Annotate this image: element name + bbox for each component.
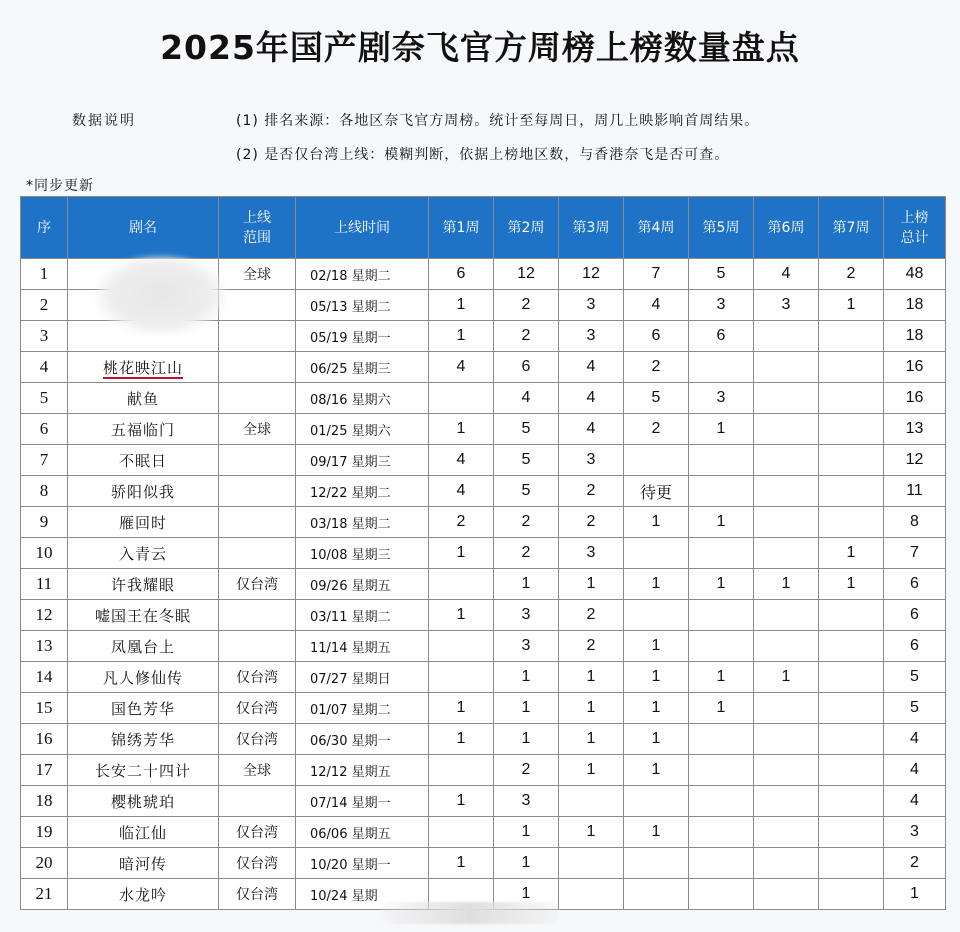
table-row — [21, 383, 946, 414]
title-cell: 桃花映江山 — [68, 352, 219, 383]
week-cell: 1 — [559, 755, 624, 786]
week-cell: 1 — [494, 848, 559, 879]
week-cell: 待更 — [624, 476, 689, 507]
scope-cell — [219, 786, 296, 817]
week-cell — [819, 724, 884, 755]
page-title: 2025年国产剧奈飞官方周榜上榜数量盘点 — [160, 28, 800, 67]
week-cell — [559, 848, 624, 879]
rank-cell: 18 — [21, 786, 68, 817]
week-cell: 3 — [689, 290, 754, 321]
date-cell: 06/25 星期三 — [296, 352, 429, 383]
week-cell — [429, 383, 494, 414]
week-cell — [754, 414, 819, 445]
rank-cell: 6 — [21, 414, 68, 445]
table-row — [21, 507, 946, 538]
title-cell: 凡人修仙传 — [68, 662, 219, 693]
scope-cell — [219, 476, 296, 507]
week-cell — [819, 693, 884, 724]
total-cell: 5 — [884, 662, 946, 693]
total-cell: 1 — [884, 879, 946, 910]
week-cell: 1 — [624, 569, 689, 600]
rank-cell: 17 — [21, 755, 68, 786]
week-cell — [689, 879, 754, 910]
scope-cell: 仅台湾 — [219, 724, 296, 755]
week-cell: 5 — [624, 383, 689, 414]
table-row — [21, 600, 946, 631]
total-cell: 11 — [884, 476, 946, 507]
week-cell — [689, 786, 754, 817]
scope-cell: 仅台湾 — [219, 569, 296, 600]
week-cell: 7 — [624, 259, 689, 290]
week-cell: 1 — [624, 507, 689, 538]
total-cell: 4 — [884, 786, 946, 817]
rank-cell: 4 — [21, 352, 68, 383]
week-cell — [819, 786, 884, 817]
scope-cell — [219, 507, 296, 538]
date-cell: 11/14 星期五 — [296, 631, 429, 662]
title-cell: 献鱼 — [68, 383, 219, 414]
scope-cell: 全球 — [219, 259, 296, 290]
week-cell: 4 — [624, 290, 689, 321]
total-cell: 18 — [884, 321, 946, 352]
table-row — [21, 445, 946, 476]
week-cell — [689, 848, 754, 879]
week-cell: 2 — [429, 507, 494, 538]
week-cell — [689, 755, 754, 786]
week-cell — [819, 352, 884, 383]
week-cell: 5 — [494, 445, 559, 476]
table-row — [21, 569, 946, 600]
week-cell — [429, 569, 494, 600]
week-cell — [429, 817, 494, 848]
scope-cell — [219, 352, 296, 383]
date-cell: 06/06 星期五 — [296, 817, 429, 848]
week-cell: 1 — [429, 321, 494, 352]
rank-cell: 15 — [21, 693, 68, 724]
week-cell: 1 — [494, 817, 559, 848]
title-cell: 雁回时 — [68, 507, 219, 538]
total-cell: 2 — [884, 848, 946, 879]
title-cell: 水龙吟 — [68, 879, 219, 910]
week-cell: 1 — [624, 755, 689, 786]
week-cell: 2 — [559, 507, 624, 538]
total-cell: 8 — [884, 507, 946, 538]
week-cell: 1 — [559, 724, 624, 755]
week-cell — [819, 600, 884, 631]
scope-cell — [219, 445, 296, 476]
scope-cell: 仅台湾 — [219, 662, 296, 693]
week-cell — [689, 445, 754, 476]
total-cell: 6 — [884, 569, 946, 600]
week-cell: 12 — [559, 259, 624, 290]
week-cell — [754, 786, 819, 817]
week-cell: 4 — [494, 383, 559, 414]
date-cell: 10/20 星期一 — [296, 848, 429, 879]
week-cell: 1 — [689, 662, 754, 693]
table-row — [21, 662, 946, 693]
week-cell — [624, 538, 689, 569]
scope-cell: 全球 — [219, 755, 296, 786]
table-row — [21, 848, 946, 879]
week-cell — [624, 879, 689, 910]
week-cell — [624, 786, 689, 817]
table-header — [21, 197, 946, 259]
week-cell: 2 — [494, 290, 559, 321]
scope-cell — [219, 290, 296, 321]
scope-cell: 全球 — [219, 414, 296, 445]
rank-cell: 1 — [21, 259, 68, 290]
week-cell — [624, 600, 689, 631]
scope-cell — [219, 631, 296, 662]
week-cell — [754, 507, 819, 538]
week-cell: 1 — [689, 414, 754, 445]
week-cell: 1 — [754, 569, 819, 600]
rank-cell: 2 — [21, 290, 68, 321]
rank-cell: 19 — [21, 817, 68, 848]
privacy-blur — [96, 255, 226, 335]
week-cell: 1 — [624, 817, 689, 848]
date-cell: 01/25 星期六 — [296, 414, 429, 445]
week-cell — [689, 352, 754, 383]
week-cell: 3 — [689, 383, 754, 414]
week-cell: 1 — [754, 662, 819, 693]
week-cell — [754, 848, 819, 879]
rank-cell: 16 — [21, 724, 68, 755]
week-cell: 1 — [429, 600, 494, 631]
date-cell: 02/18 星期二 — [296, 259, 429, 290]
week-cell — [429, 755, 494, 786]
week-cell — [689, 631, 754, 662]
week-cell: 1 — [429, 848, 494, 879]
week-cell: 1 — [819, 538, 884, 569]
week-cell: 1 — [494, 693, 559, 724]
total-cell: 6 — [884, 631, 946, 662]
rank-cell: 13 — [21, 631, 68, 662]
week-cell: 1 — [429, 414, 494, 445]
week-cell — [429, 662, 494, 693]
date-cell: 05/13 星期二 — [296, 290, 429, 321]
week-cell: 1 — [689, 507, 754, 538]
week-cell — [819, 414, 884, 445]
week-cell: 2 — [559, 631, 624, 662]
date-cell: 10/24 星期 — [296, 879, 429, 910]
week-cell: 1 — [689, 569, 754, 600]
week-cell — [819, 321, 884, 352]
week-cell — [819, 662, 884, 693]
watermark-blur — [380, 902, 560, 924]
table-row — [21, 817, 946, 848]
header-cell: 第4周 — [624, 197, 689, 259]
table-row — [21, 414, 946, 445]
week-cell: 1 — [559, 662, 624, 693]
week-cell — [819, 879, 884, 910]
week-cell: 1 — [624, 724, 689, 755]
rank-cell: 3 — [21, 321, 68, 352]
total-cell: 12 — [884, 445, 946, 476]
header-cell: 第1周 — [429, 197, 494, 259]
rank-cell: 9 — [21, 507, 68, 538]
table-row — [21, 786, 946, 817]
total-cell: 16 — [884, 352, 946, 383]
note-line-1: (1) 排名来源：各地区奈飞官方周榜。统计至每周日，周几上映影响首周结果。 — [236, 113, 760, 129]
week-cell: 5 — [494, 476, 559, 507]
scope-cell — [219, 600, 296, 631]
week-cell: 1 — [429, 290, 494, 321]
title-cell: 骄阳似我 — [68, 476, 219, 507]
week-cell: 2 — [494, 507, 559, 538]
total-cell: 7 — [884, 538, 946, 569]
week-cell: 2 — [559, 476, 624, 507]
week-cell: 4 — [429, 476, 494, 507]
title-cell: 长安二十四计 — [68, 755, 219, 786]
date-cell: 03/11 星期二 — [296, 600, 429, 631]
note-line-2: (2) 是否仅台湾上线：模糊判断，依据上榜地区数，与香港奈飞是否可查。 — [236, 147, 730, 163]
title-cell: 锦绣芳华 — [68, 724, 219, 755]
scope-cell — [219, 321, 296, 352]
week-cell: 4 — [429, 352, 494, 383]
week-cell: 6 — [429, 259, 494, 290]
week-cell — [819, 848, 884, 879]
week-cell: 1 — [429, 724, 494, 755]
sync-note: *同步更新 — [26, 178, 94, 194]
header-cell: 上榜 总计 — [884, 197, 946, 259]
week-cell: 1 — [624, 662, 689, 693]
week-cell — [624, 445, 689, 476]
title-cell: 嘘国王在冬眠 — [68, 600, 219, 631]
week-cell — [559, 879, 624, 910]
title-cell: 暗河传 — [68, 848, 219, 879]
rank-cell: 21 — [21, 879, 68, 910]
week-cell — [819, 445, 884, 476]
scope-cell: 仅台湾 — [219, 848, 296, 879]
rank-cell: 8 — [21, 476, 68, 507]
total-cell: 5 — [884, 693, 946, 724]
week-cell — [754, 724, 819, 755]
week-cell — [754, 817, 819, 848]
week-cell — [819, 507, 884, 538]
week-cell — [819, 755, 884, 786]
date-cell: 08/16 星期六 — [296, 383, 429, 414]
rank-cell: 12 — [21, 600, 68, 631]
date-cell: 07/27 星期日 — [296, 662, 429, 693]
date-cell: 12/22 星期二 — [296, 476, 429, 507]
week-cell — [819, 631, 884, 662]
week-cell — [754, 538, 819, 569]
table-row — [21, 476, 946, 507]
total-cell: 3 — [884, 817, 946, 848]
week-cell: 2 — [624, 414, 689, 445]
week-cell: 1 — [559, 693, 624, 724]
week-cell — [754, 600, 819, 631]
title-cell: 临江仙 — [68, 817, 219, 848]
week-cell — [689, 600, 754, 631]
week-cell — [559, 786, 624, 817]
week-cell: 2 — [494, 538, 559, 569]
week-cell: 3 — [559, 321, 624, 352]
week-cell: 1 — [819, 569, 884, 600]
table-row — [21, 693, 946, 724]
week-cell: 6 — [689, 321, 754, 352]
week-cell — [754, 755, 819, 786]
week-cell: 1 — [494, 724, 559, 755]
date-cell: 09/26 星期五 — [296, 569, 429, 600]
header-cell: 上线 范围 — [219, 197, 296, 259]
week-cell: 1 — [494, 569, 559, 600]
date-cell: 09/17 星期三 — [296, 445, 429, 476]
header-cell: 上线时间 — [296, 197, 429, 259]
week-cell: 1 — [624, 693, 689, 724]
week-cell: 4 — [754, 259, 819, 290]
scope-cell: 仅台湾 — [219, 817, 296, 848]
title-cell: 樱桃琥珀 — [68, 786, 219, 817]
header-row — [21, 197, 946, 259]
week-cell: 3 — [494, 631, 559, 662]
week-cell — [754, 383, 819, 414]
week-cell — [754, 321, 819, 352]
date-cell: 03/18 星期二 — [296, 507, 429, 538]
total-cell: 13 — [884, 414, 946, 445]
week-cell — [689, 538, 754, 569]
week-cell: 1 — [429, 693, 494, 724]
table-row — [21, 724, 946, 755]
total-cell: 4 — [884, 724, 946, 755]
table-row — [21, 352, 946, 383]
date-cell: 05/19 星期一 — [296, 321, 429, 352]
title-cell: 国色芳华 — [68, 693, 219, 724]
week-cell — [689, 817, 754, 848]
rank-cell: 10 — [21, 538, 68, 569]
week-cell: 5 — [494, 414, 559, 445]
week-cell: 6 — [624, 321, 689, 352]
week-cell — [689, 724, 754, 755]
title-cell: 不眠日 — [68, 445, 219, 476]
week-cell — [754, 879, 819, 910]
week-cell: 3 — [559, 445, 624, 476]
week-cell — [819, 817, 884, 848]
title-cell: 入青云 — [68, 538, 219, 569]
total-cell: 48 — [884, 259, 946, 290]
week-cell: 1 — [559, 569, 624, 600]
week-cell — [819, 476, 884, 507]
week-cell: 2 — [624, 352, 689, 383]
table-row — [21, 538, 946, 569]
total-cell: 6 — [884, 600, 946, 631]
week-cell: 3 — [559, 290, 624, 321]
week-cell — [819, 383, 884, 414]
week-cell: 2 — [494, 755, 559, 786]
scope-cell: 仅台湾 — [219, 879, 296, 910]
week-cell: 3 — [494, 600, 559, 631]
header-cell: 第6周 — [754, 197, 819, 259]
total-cell: 4 — [884, 755, 946, 786]
total-cell: 18 — [884, 290, 946, 321]
header-cell: 第3周 — [559, 197, 624, 259]
table-row — [21, 631, 946, 662]
week-cell: 2 — [559, 600, 624, 631]
rank-cell: 14 — [21, 662, 68, 693]
rank-cell: 7 — [21, 445, 68, 476]
week-cell: 1 — [559, 817, 624, 848]
date-cell: 01/07 星期二 — [296, 693, 429, 724]
week-cell: 3 — [494, 786, 559, 817]
week-cell: 4 — [429, 445, 494, 476]
week-cell: 1 — [429, 786, 494, 817]
week-cell — [429, 631, 494, 662]
title-cell: 五福临门 — [68, 414, 219, 445]
scope-cell — [219, 538, 296, 569]
week-cell: 1 — [494, 662, 559, 693]
date-cell: 12/12 星期五 — [296, 755, 429, 786]
table-row — [21, 755, 946, 786]
week-cell: 2 — [819, 259, 884, 290]
date-cell: 07/14 星期一 — [296, 786, 429, 817]
week-cell: 4 — [559, 352, 624, 383]
rank-cell: 20 — [21, 848, 68, 879]
week-cell: 1 — [494, 879, 559, 910]
header-cell: 第5周 — [689, 197, 754, 259]
week-cell: 2 — [494, 321, 559, 352]
week-cell — [624, 848, 689, 879]
week-cell: 1 — [624, 631, 689, 662]
week-cell: 1 — [689, 693, 754, 724]
week-cell: 4 — [559, 414, 624, 445]
notes-label: 数据说明 — [72, 113, 136, 129]
header-cell: 剧名 — [68, 197, 219, 259]
week-cell: 3 — [559, 538, 624, 569]
week-cell — [754, 631, 819, 662]
week-cell: 1 — [429, 538, 494, 569]
header-cell: 序 — [21, 197, 68, 259]
week-cell — [689, 476, 754, 507]
week-cell: 1 — [819, 290, 884, 321]
table-body — [21, 259, 946, 910]
week-cell: 4 — [559, 383, 624, 414]
week-cell — [754, 476, 819, 507]
week-cell — [754, 693, 819, 724]
rank-cell: 5 — [21, 383, 68, 414]
scope-cell: 仅台湾 — [219, 693, 296, 724]
week-cell: 3 — [754, 290, 819, 321]
week-cell — [754, 445, 819, 476]
week-cell: 5 — [689, 259, 754, 290]
date-cell: 10/08 星期三 — [296, 538, 429, 569]
date-cell: 06/30 星期一 — [296, 724, 429, 755]
total-cell: 16 — [884, 383, 946, 414]
title-cell: 凤凰台上 — [68, 631, 219, 662]
week-cell — [754, 352, 819, 383]
title-cell: 许我耀眼 — [68, 569, 219, 600]
rank-cell: 11 — [21, 569, 68, 600]
week-cell: 12 — [494, 259, 559, 290]
scope-cell — [219, 383, 296, 414]
header-cell: 第2周 — [494, 197, 559, 259]
header-cell: 第7周 — [819, 197, 884, 259]
week-cell: 6 — [494, 352, 559, 383]
